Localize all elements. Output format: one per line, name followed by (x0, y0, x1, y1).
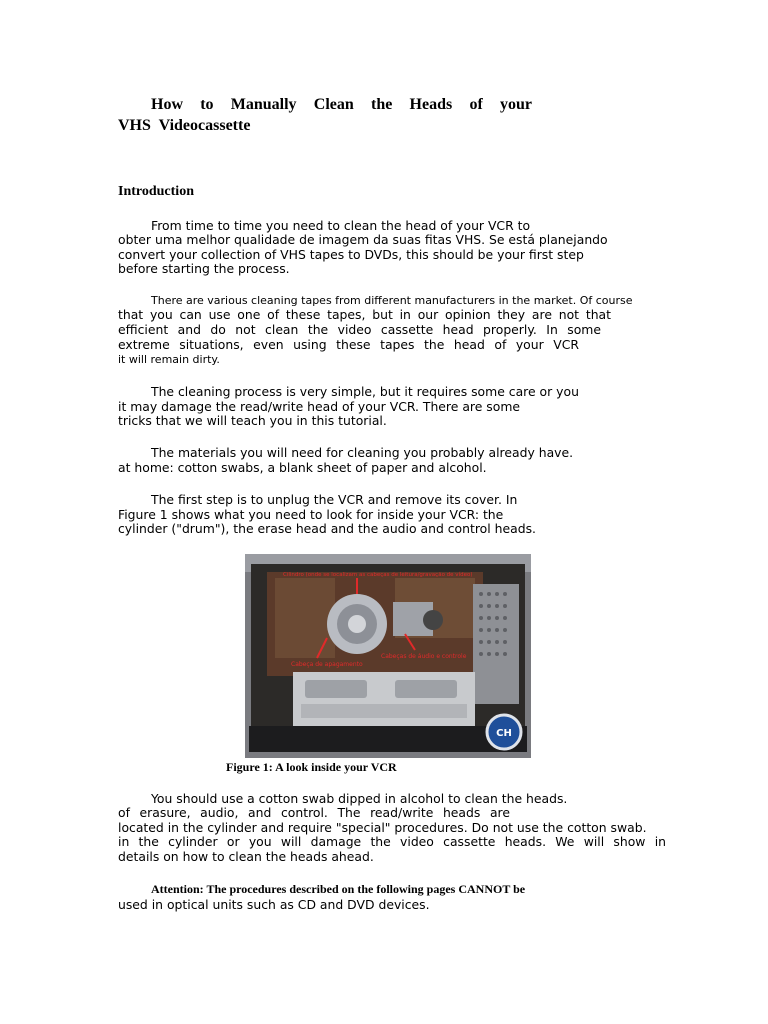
para5-line: cylinder ("drum"), the erase head and the audio and control heads. (118, 521, 536, 536)
para4-line: at home: cotton swabs, a blank sheet of paper and alcohol. (118, 460, 487, 475)
vcr-illustration (245, 554, 531, 758)
para1-line: convert your collection of VHS tapes to DVDs, this should be your first step (118, 247, 584, 262)
para1-line: before starting the process. (118, 261, 290, 276)
title-word: How (151, 96, 183, 113)
para6-line: details on how to clean the heads ahead. (118, 849, 374, 864)
figure-caption: Figure 1: A look inside your VCR (226, 760, 397, 774)
section-heading: Introduction (118, 184, 194, 199)
title-word: of (469, 96, 483, 113)
title-word: Manually (230, 96, 297, 113)
title-word: Heads (409, 96, 453, 113)
para6-line: located in the cylinder and require "special" procedures. Do not use the cotton swab. (118, 820, 647, 835)
attention-line: Attention: The procedures described on the following pages CANNOT be (151, 882, 526, 896)
para3-line: The cleaning process is very simple, but it requires some care or you (151, 384, 579, 399)
para6-line: You should use a cotton swab dipped in alcohol to clean the heads. (151, 791, 568, 806)
para3-line: it may damage the read/write head of your VCR. There are some (118, 399, 521, 414)
title-word: Clean (313, 96, 354, 113)
para1-line: obter uma melhor qualidade de imagem da suas fitas VHS. Se está planejando (118, 232, 608, 247)
page-title-line-2: VHS Videocassette (118, 117, 251, 134)
figure-label-erase: Cabeça de apagamento (291, 661, 363, 668)
para6-line: in the cylinder or you will damage the video cassette heads. We will show in (118, 834, 666, 849)
para5-line: Figure 1 shows what you need to look for inside your VCR: the (118, 507, 504, 522)
logo-text: CH (496, 728, 512, 739)
para1-line: From time to time you need to clean the head of your VCR to (151, 218, 531, 233)
para2-line: extreme situations, even using these tapes the head of your VCR (118, 337, 579, 352)
para2-line: There are various cleaning tapes from different manufacturers in the market. Of course (151, 294, 633, 307)
figure-label-drum: Cilindro (onde se localizam as cabeças de leitura/gravação de vídeo) (283, 572, 473, 578)
title-word: to (200, 96, 214, 113)
para4-line: The materials you will need for cleaning you probably already have. (151, 445, 574, 460)
figure-label-audio: Cabeças de áudio e controle (381, 653, 467, 660)
para5-line: The first step is to unplug the VCR and remove its cover. In (151, 492, 518, 507)
para3-line: tricks that we will teach you in this tutorial. (118, 413, 387, 428)
para2-line: efficient and do not clean the video cassette head properly. In some (118, 322, 601, 337)
page-title-line-1 (151, 96, 532, 114)
title-word: the (371, 96, 393, 113)
title-word: your (499, 96, 532, 113)
attention-line: used in optical units such as CD and DVD devices. (118, 897, 430, 912)
para2-line: that you can use one of these tapes, but in our opinion they are not that (118, 307, 611, 322)
vcr-photo (245, 554, 531, 758)
para6-line: of erasure, audio, and control. The read/write heads are (118, 805, 510, 820)
para2-line: it will remain dirty. (118, 353, 220, 366)
